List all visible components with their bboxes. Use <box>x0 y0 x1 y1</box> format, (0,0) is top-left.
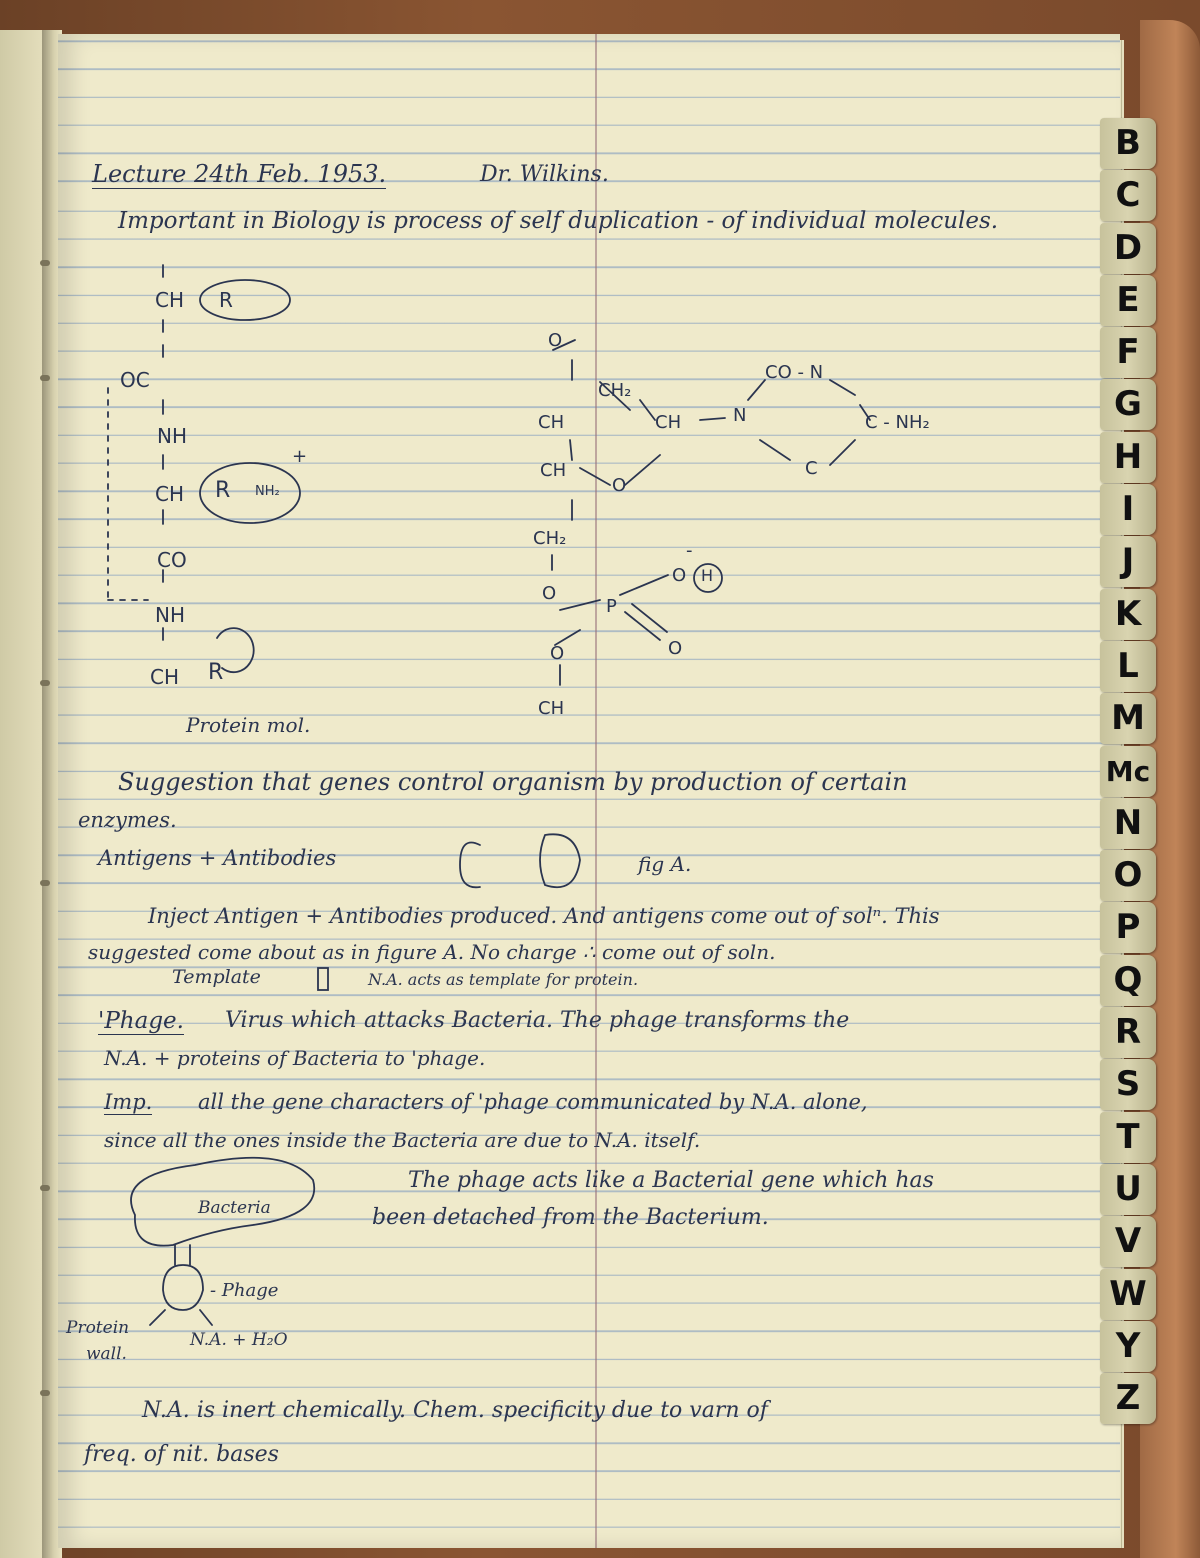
index-tab-q[interactable]: Q <box>1100 955 1156 1006</box>
chem-ch: CH <box>538 412 565 433</box>
imp-heading: Imp. <box>104 1090 153 1114</box>
index-tab-o[interactable]: O <box>1100 850 1156 901</box>
index-tab-m[interactable]: M <box>1100 693 1156 744</box>
index-tab-g[interactable]: G <box>1100 379 1156 430</box>
protein-wall-label: wall. <box>86 1344 127 1364</box>
chem-ch: CH <box>155 482 185 506</box>
index-tab-k[interactable]: K <box>1100 589 1156 640</box>
index-tab-i[interactable]: I <box>1100 484 1156 535</box>
index-tab-n[interactable]: N <box>1100 798 1156 849</box>
index-tab-f[interactable]: F <box>1100 327 1156 378</box>
r-group-circle <box>200 280 290 320</box>
index-tab-v[interactable]: V <box>1100 1216 1156 1267</box>
na-h2o-label: N.A. + H₂O <box>190 1330 288 1350</box>
chem-oc: OC <box>120 368 150 392</box>
template-label: Template <box>172 966 261 988</box>
chem-r: R <box>219 288 233 312</box>
chem-plus: + <box>292 446 308 467</box>
chem-c: C <box>805 458 818 479</box>
index-tab-e[interactable]: E <box>1100 275 1156 326</box>
chem-h: H <box>701 566 714 585</box>
chem-ch: CH <box>155 288 185 312</box>
index-tab-p[interactable]: P <box>1100 902 1156 953</box>
index-tab-s[interactable]: S <box>1100 1059 1156 1110</box>
chem-ch: CH <box>655 412 682 433</box>
note-line-8: all the gene characters of 'phage communicated by N.A. alone, <box>198 1090 868 1114</box>
chem-oh: O <box>672 565 687 586</box>
phage-heading: 'Phage. <box>98 1008 184 1034</box>
index-tab-t[interactable]: T <box>1100 1112 1156 1163</box>
index-tab-d[interactable]: D <box>1100 223 1156 274</box>
protein-wall-label: Protein <box>66 1318 130 1338</box>
index-tab-r[interactable]: R <box>1100 1007 1156 1058</box>
index-tab-mc[interactable]: Mc <box>1100 746 1156 797</box>
template-note: N.A. acts as template for protein. <box>368 970 639 989</box>
note-line-5: suggested come about as in figure A. No charge ∴ come out of soln. <box>88 940 776 964</box>
lecture-heading: Lecture 24th Feb. 1953. <box>92 160 387 188</box>
chem-ch: CH <box>538 698 565 719</box>
chem-c-nh2: C - NH₂ <box>865 412 930 433</box>
chem-nh: NH <box>155 603 185 627</box>
note-line-9: since all the ones inside the Bacteria are due to N.A. itself. <box>104 1128 701 1152</box>
note-line-7: N.A. + proteins of Bacteria to 'phage. <box>104 1046 486 1070</box>
index-tab-z[interactable]: Z <box>1100 1373 1156 1424</box>
lecturer-name: Dr. Wilkins. <box>480 162 609 187</box>
protein-mol-label: Protein mol. <box>186 713 311 737</box>
chem-o: O <box>542 583 557 604</box>
index-tab-h[interactable]: H <box>1100 432 1156 483</box>
chem-o-ring: O <box>612 475 627 496</box>
chem-co-n: CO - N <box>765 362 824 383</box>
index-tab-c[interactable]: C <box>1100 170 1156 221</box>
note-line-12: N.A. is inert chemically. Chem. specificity due to varn of <box>142 1398 768 1423</box>
bacteria-label: Bacteria <box>198 1198 271 1218</box>
chem-r: R <box>215 478 231 503</box>
antigens-heading: Antigens + Antibodies <box>98 846 337 870</box>
chem-ch: CH <box>150 665 180 689</box>
chem-n: N <box>733 405 747 426</box>
phage-label: - Phage <box>210 1280 279 1301</box>
chem-o: O <box>548 330 563 351</box>
index-tab-b[interactable]: B <box>1100 118 1156 169</box>
chem-nh2: NH₂ <box>255 484 280 499</box>
note-line-4: Inject Antigen + Antibodies produced. And antigens come out of solⁿ. This <box>148 904 940 928</box>
chem-nh: NH <box>157 424 187 448</box>
fig-a-label: fig A. <box>638 852 692 876</box>
note-line-3: enzymes. <box>78 808 177 832</box>
index-tab-l[interactable]: L <box>1100 641 1156 692</box>
chem-ch2: CH₂ <box>533 528 567 549</box>
chem-ch: CH <box>540 460 567 481</box>
note-line-2: Suggestion that genes control organism by production of certain <box>118 768 908 796</box>
note-line-10: The phage acts like a Bacterial gene which has <box>408 1168 934 1193</box>
chem-p: P <box>606 596 617 617</box>
note-line-11: been detached from the Bacterium. <box>372 1205 769 1230</box>
chem-r: R <box>208 660 224 685</box>
chem-o: O <box>550 643 565 664</box>
note-line-13: freq. of nit. bases <box>84 1442 279 1467</box>
note-line-1: Important in Biology is process of self duplication - of individual molecules. <box>118 208 999 234</box>
index-tab-u[interactable]: U <box>1100 1164 1156 1215</box>
index-tab-j[interactable]: J <box>1100 536 1156 587</box>
chem-minus: - <box>686 540 693 561</box>
chem-co: CO <box>157 548 187 572</box>
chem-ch2: CH₂ <box>598 380 632 401</box>
chem-o: O <box>668 638 683 659</box>
index-tab-y[interactable]: Y <box>1100 1321 1156 1372</box>
note-line-6: Virus which attacks Bacteria. The phage transforms the <box>225 1008 850 1033</box>
index-tab-w[interactable]: W <box>1100 1269 1156 1320</box>
